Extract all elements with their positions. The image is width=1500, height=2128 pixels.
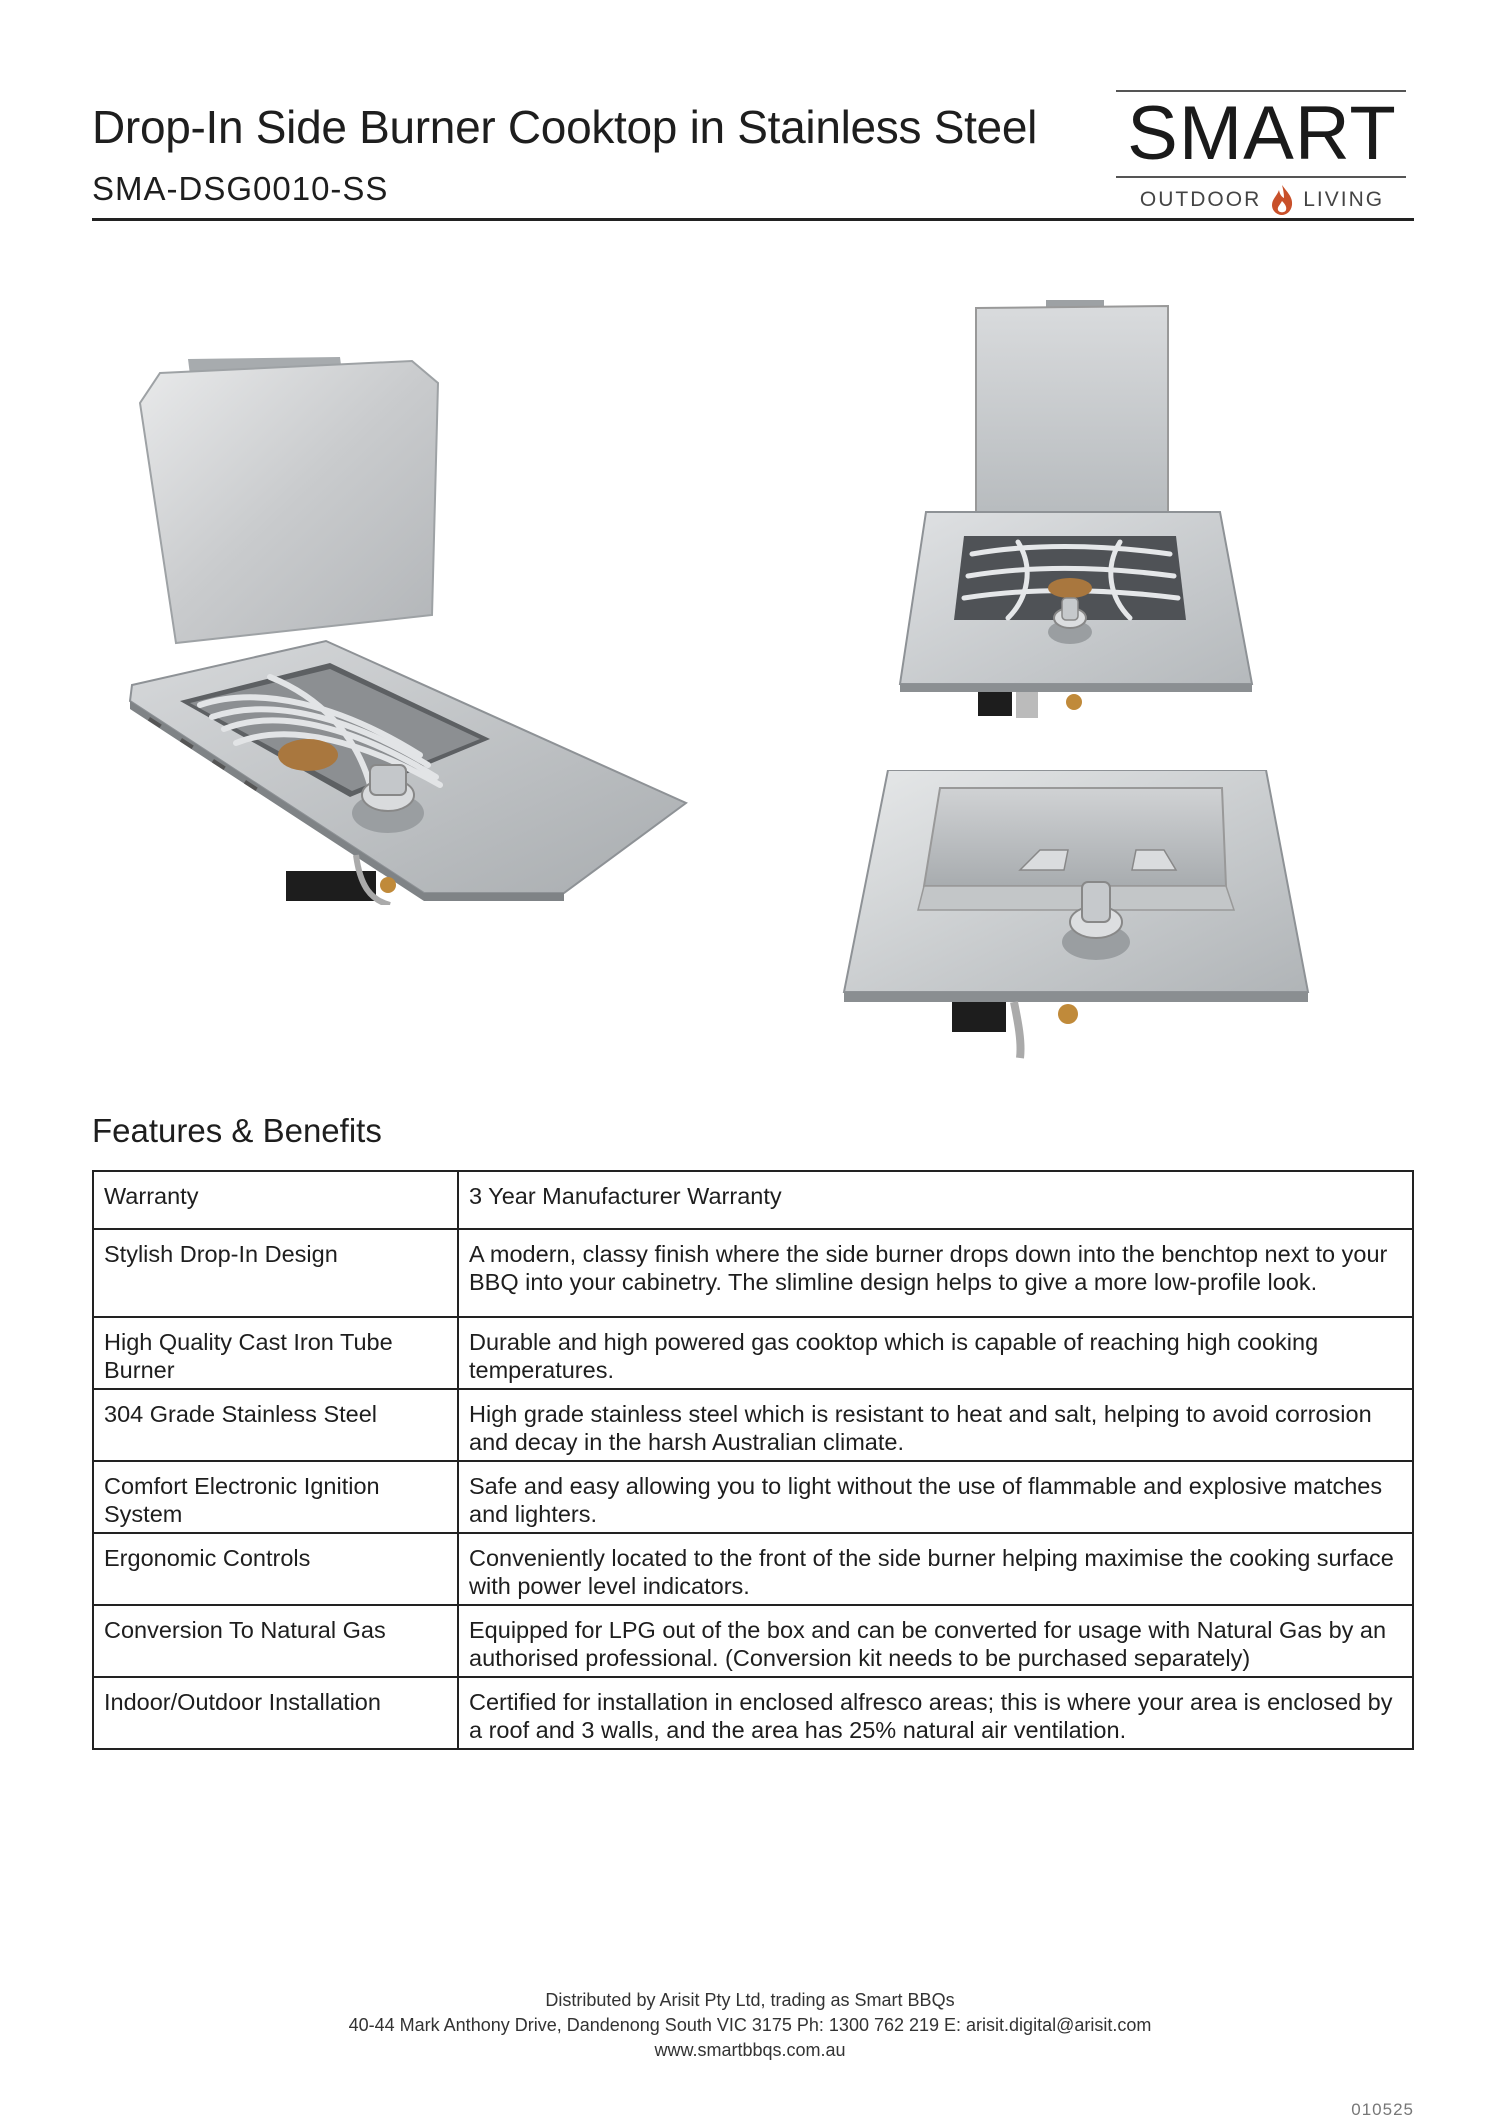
flame-icon [1269,184,1295,216]
table-row [93,1389,1413,1461]
main-product-photo [120,345,760,905]
benefit-cell: Conveniently located to the front of the side burner helping maximise the cooking surface with power level indicators. [458,1533,1413,1605]
feature-cell: Stylish Drop-In Design [93,1229,458,1317]
logo-mid-rule [1116,176,1406,178]
document-code: 010525 [1351,2100,1414,2119]
distributor-line: Distributed by Arisit Pty Ltd, trading as Smart BBQs [545,1990,955,2010]
feature-cell: Indoor/Outdoor Installation [93,1677,458,1749]
benefit-cell: Certified for installation in enclosed alfresco areas; this is where your area is enclosed by a roof and 3 walls, and the area has 25% natural air ventilation. [458,1677,1413,1749]
closed-lid-photo [842,770,1312,1060]
top-view-open-photo [898,298,1258,720]
logo-tagline [1112,184,1412,216]
address-line: 40-44 Mark Anthony Drive, Dandenong South VIC 3175 Ph: 1300 762 219 E: arisit.digital@arisit.com [348,2015,1152,2035]
feature-cell: Conversion To Natural Gas [93,1605,458,1677]
features-table [92,1170,1414,1750]
website-link[interactable]: www.smartbbqs.com.au [654,2040,846,2060]
feature-cell: Warranty [93,1171,458,1229]
benefit-cell: A modern, classy finish where the side burner drops down into the benchtop next to your BBQ into your cabinetry. The slimline design helps to give a more low-profile look. [458,1229,1413,1317]
benefit-cell: 3 Year Manufacturer Warranty [458,1171,1413,1229]
table-row [93,1533,1413,1605]
model-code: SMA-DSG0010-SS [92,170,389,207]
table-row [93,1229,1413,1317]
table-row [93,1677,1413,1749]
table-row [93,1461,1413,1533]
footer [0,1988,1500,2063]
feature-cell: High Quality Cast Iron Tube Burner [93,1317,458,1389]
benefit-cell: Equipped for LPG out of the box and can be converted for usage with Natural Gas by an authorised professional. (Conversion kit needs to be purchased separately) [458,1605,1413,1677]
feature-cell: Ergonomic Controls [93,1533,458,1605]
feature-cell: Comfort Electronic Ignition System [93,1461,458,1533]
benefit-cell: High grade stainless steel which is resistant to heat and salt, helping to avoid corrosion and decay in the harsh Australian climate. [458,1389,1413,1461]
page-title: Drop-In Side Burner Cooktop in Stainless Steel [92,101,1038,153]
logo-wordmark: SMART [1127,91,1397,176]
benefit-cell: Safe and easy allowing you to light without the use of flammable and explosive matches and lighters. [458,1461,1413,1533]
table-row [93,1605,1413,1677]
brand-logo [1112,90,1412,210]
table-row [93,1317,1413,1389]
table-row [93,1171,1413,1229]
feature-cell: 304 Grade Stainless Steel [93,1389,458,1461]
logo-left-word: OUTDOOR [1139,188,1262,211]
section-heading: Features & Benefits [92,1112,382,1149]
benefit-cell: Durable and high powered gas cooktop which is capable of reaching high cooking temperatures. [458,1317,1413,1389]
header-divider [92,218,1414,221]
logo-right-word: LIVING [1303,188,1385,211]
